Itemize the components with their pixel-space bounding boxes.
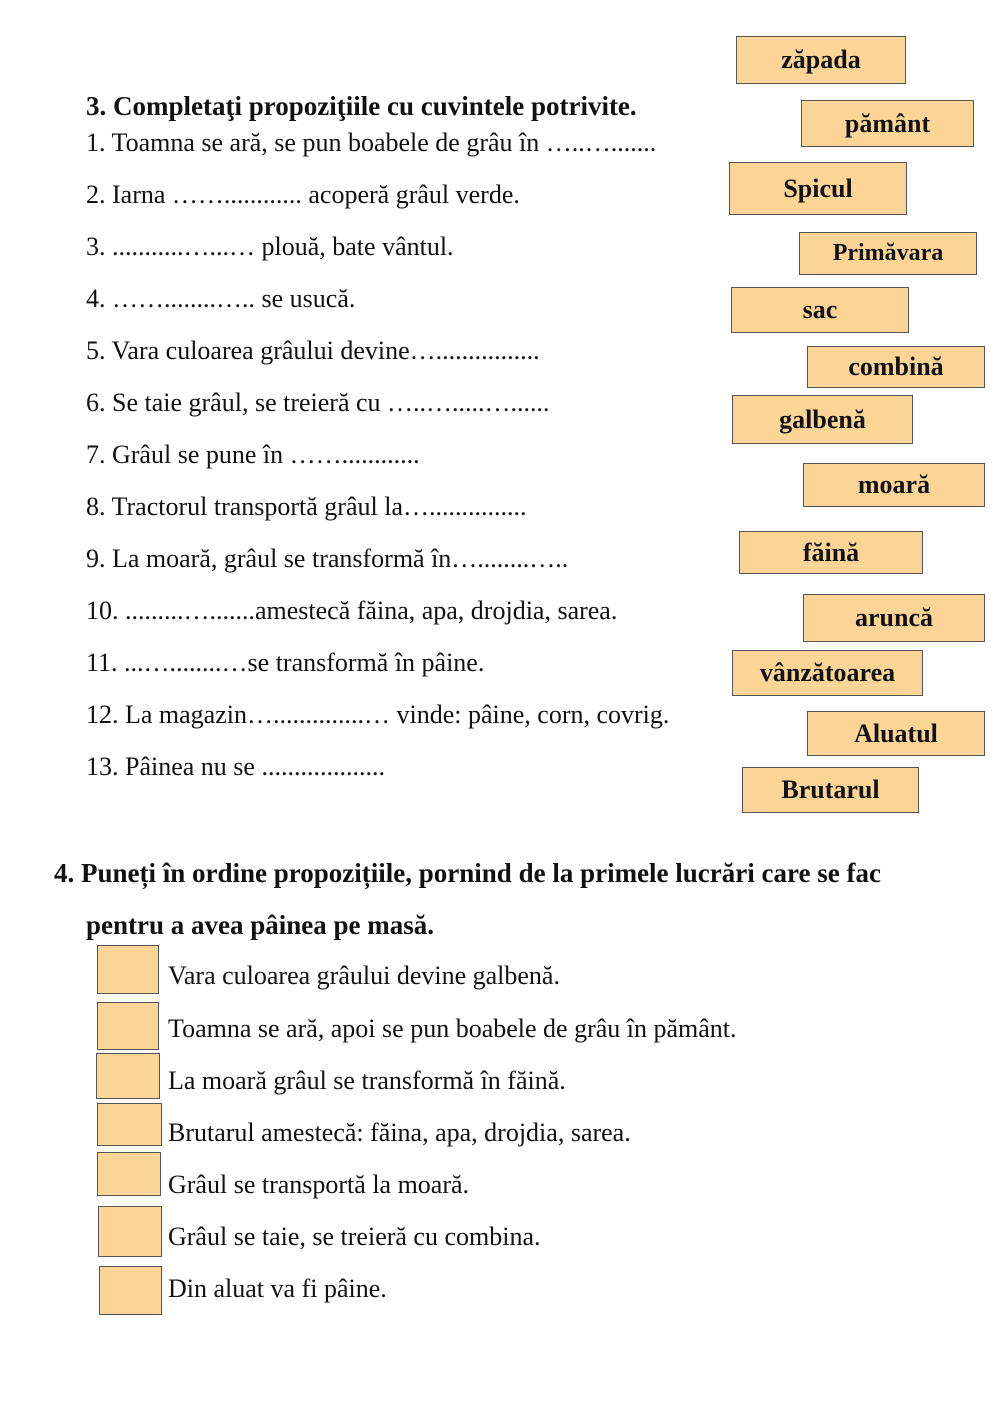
order-item-4: Brutarul amestecă: făina, apa, drojdia, sarea. [168, 1118, 631, 1147]
sentence-13: 13. Pâinea nu se ................... [86, 752, 385, 781]
word-chip-pamant[interactable]: pământ [801, 100, 974, 147]
order-slot-2[interactable] [97, 1002, 159, 1050]
word-chip-aluatul[interactable]: Aluatul [807, 711, 985, 756]
order-slot-4[interactable] [97, 1103, 162, 1146]
sentence-3: 3. ...........…...… plouă, bate vântul. [86, 232, 454, 261]
exercise-4-heading-line-1: 4. Puneți în ordine propozițiile, pornind de la primele lucrări care se fac [54, 858, 881, 888]
sentence-4: 4. ……........….. se usucă. [86, 284, 356, 313]
order-slot-6[interactable] [98, 1206, 162, 1257]
sentence-6: 6. Se taie grâul, se treieră cu …..….....…...... [86, 388, 550, 417]
order-item-1: Vara culoarea grâului devine galbenă. [168, 961, 560, 990]
exercise-3-heading: 3. Completaţi propoziţiile cu cuvintele potrivite. [86, 91, 637, 121]
sentence-2: 2. Iarna ……............ acoperă grâul verde. [86, 180, 520, 209]
sentence-5: 5. Vara culoarea grâului devine…................ [86, 336, 540, 365]
word-chip-arunca[interactable]: aruncă [803, 594, 985, 642]
order-slot-3[interactable] [96, 1053, 160, 1099]
word-chip-sac[interactable]: sac [731, 287, 909, 333]
word-chip-zapada[interactable]: zăpada [736, 36, 906, 84]
word-chip-spicul[interactable]: Spicul [729, 162, 907, 215]
sentence-12: 12. La magazin…..............… vinde: pâine, corn, covrig. [86, 700, 670, 729]
order-item-3: La moară grâul se transformă în făină. [168, 1066, 566, 1095]
word-chip-moara[interactable]: moară [803, 463, 985, 507]
order-item-5: Grâul se transportă la moară. [168, 1170, 470, 1199]
order-slot-5[interactable] [97, 1152, 161, 1196]
word-chip-combina[interactable]: combină [807, 346, 985, 388]
exercise-4-heading-line-2: pentru a avea pâinea pe masă. [86, 910, 435, 940]
word-chip-vanzatoarea[interactable]: vânzătoarea [732, 650, 923, 696]
sentence-10: 10. .........….......amestecă făina, apa, drojdia, sarea. [86, 596, 618, 625]
order-item-2: Toamna se ară, apoi se pun boabele de grâu în pământ. [168, 1014, 737, 1043]
order-slot-7[interactable] [99, 1266, 162, 1315]
order-slot-1[interactable] [97, 945, 159, 994]
sentence-7: 7. Grâul se pune în ……............ [86, 440, 420, 469]
sentence-1: 1. Toamna se ară, se pun boabele de grâu în …..…....... [86, 128, 657, 157]
sentence-9: 9. La moară, grâul se transformă în…........….. [86, 544, 569, 573]
word-chip-galbena[interactable]: galbenă [732, 395, 913, 444]
word-chip-primavara[interactable]: Primăvara [799, 232, 977, 275]
order-item-7: Din aluat va fi pâine. [168, 1274, 387, 1303]
sentence-11: 11. ...…........…se transformă în pâine. [86, 648, 485, 677]
order-item-6: Grâul se taie, se treieră cu combina. [168, 1222, 541, 1251]
word-chip-faina[interactable]: făină [739, 531, 923, 574]
word-chip-brutarul[interactable]: Brutarul [742, 767, 919, 813]
sentence-8: 8. Tractorul transportă grâul la…............... [86, 492, 527, 521]
